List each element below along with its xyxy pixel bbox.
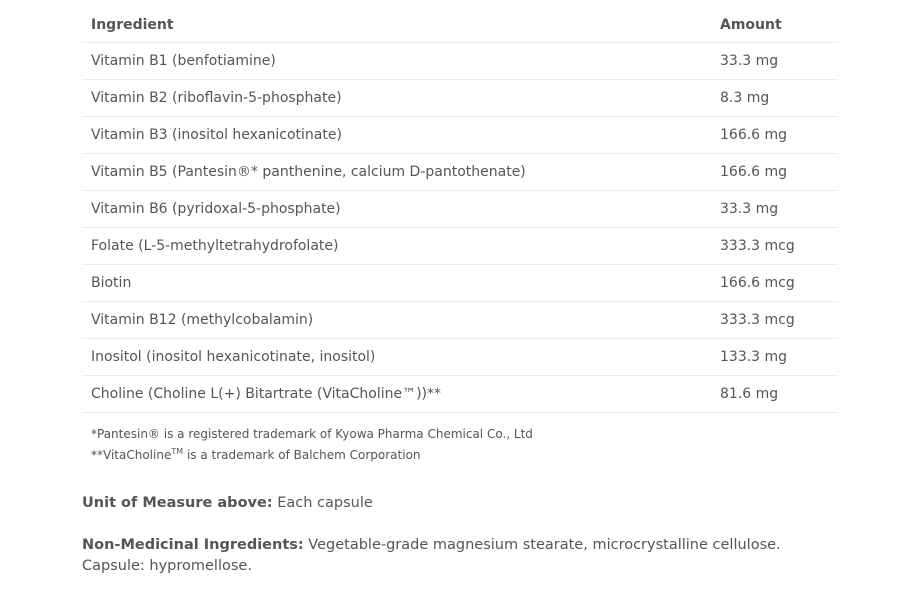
non-medicinal-label: Non-Medicinal Ingredients: <box>82 537 304 553</box>
table-row <box>82 301 838 338</box>
amount-cell: 166.6 mg <box>711 116 838 153</box>
table-row <box>82 264 838 301</box>
amount-cell: 166.6 mcg <box>711 264 838 301</box>
unit-of-measure-label: Unit of Measure above: <box>82 495 273 511</box>
ingredient-cell: Folate (L-5-methyltetrahydrofolate) <box>82 227 711 264</box>
amount-cell: 133.3 mg <box>711 338 838 375</box>
table-row <box>82 42 838 79</box>
table-row <box>82 338 838 375</box>
column-header-amount: Amount <box>711 0 838 42</box>
ingredient-cell: Vitamin B2 (riboflavin-5-phosphate) <box>82 79 711 116</box>
table-row <box>82 79 838 116</box>
trademark-superscript: TM <box>171 446 184 456</box>
amount-cell: 8.3 mg <box>711 79 838 116</box>
table-row <box>82 375 838 412</box>
trademark-footnotes <box>82 413 838 466</box>
ingredient-cell: Vitamin B1 (benfotiamine) <box>82 42 711 79</box>
amount-cell: 166.6 mg <box>711 153 838 190</box>
table-header-row <box>82 0 838 42</box>
product-ingredients-section <box>82 0 838 574</box>
ingredient-cell: Biotin <box>82 264 711 301</box>
ingredient-cell: Inositol (inositol hexanicotinate, inositol) <box>82 338 711 375</box>
column-header-ingredient: Ingredient <box>82 0 711 42</box>
non-medicinal-value: Vegetable-grade magnesium stearate, microcrystalline cellulose. Capsule: hypromellose. <box>82 537 781 574</box>
table-row <box>82 190 838 227</box>
table-row <box>82 227 838 264</box>
table-row <box>82 116 838 153</box>
ingredient-cell: Vitamin B5 (Pantesin®* panthenine, calcium D-pantothenate) <box>82 153 711 190</box>
amount-cell: 33.3 mg <box>711 190 838 227</box>
ingredient-cell: Vitamin B12 (methylcobalamin) <box>82 301 711 338</box>
ingredients-table <box>82 0 838 413</box>
ingredient-cell: Vitamin B6 (pyridoxal-5-phosphate) <box>82 190 711 227</box>
footnote-vitacholine: **VitaCholine™ is a trademark of Balchem Corporation <box>91 446 421 462</box>
table-row <box>82 153 838 190</box>
unit-of-measure <box>82 493 842 514</box>
ingredient-cell: Choline (Choline L(+) Bitartrate (VitaCholine™))** <box>82 375 711 412</box>
non-medicinal-ingredients <box>82 535 822 577</box>
ingredient-cell: Vitamin B3 (inositol hexanicotinate) <box>82 116 711 153</box>
amount-cell: 333.3 mcg <box>711 227 838 264</box>
footnote-pantesin: *Pantesin® is a registered trademark of Kyowa Pharma Chemical Co., Ltd <box>91 426 533 441</box>
amount-cell: 333.3 mcg <box>711 301 838 338</box>
amount-cell: 33.3 mg <box>711 42 838 79</box>
unit-of-measure-value: Each capsule <box>272 495 373 511</box>
amount-cell: 81.6 mg <box>711 375 838 412</box>
